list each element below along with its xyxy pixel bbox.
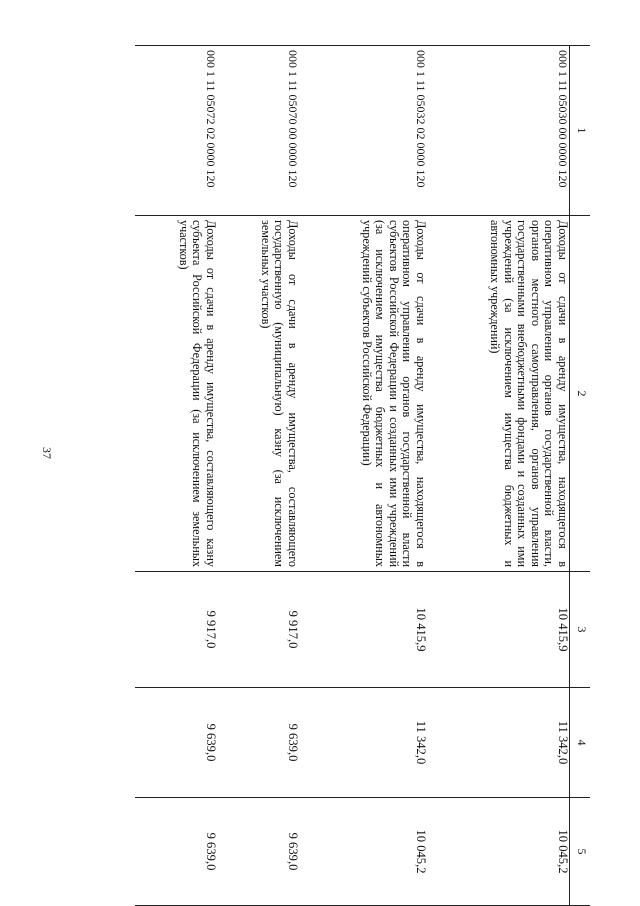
value-col-5: 10 045,2 bbox=[299, 798, 427, 906]
table-row bbox=[135, 46, 217, 906]
budget-revenue-table-frame bbox=[68, 45, 590, 905]
budget-revenue-table bbox=[135, 45, 590, 906]
table-row bbox=[299, 46, 427, 906]
revenue-description: Доходы от сдачи в аренду имущества, находящегося в оперативном управлении органов государственной власти, органов местного самоуправления, органов управления государственными внебюджетными фондами и созданных ими учреждений (за исключением имущества бюджетных и автономных учреждений) bbox=[427, 216, 570, 572]
revenue-code: 000 1 11 05072 02 0000 120 bbox=[135, 46, 217, 216]
value-col-3: 9 917,0 bbox=[135, 572, 217, 688]
revenue-code: 000 1 11 05030 00 0000 120 bbox=[427, 46, 570, 216]
value-col-3: 10 415,9 bbox=[427, 572, 570, 688]
table-row bbox=[217, 46, 299, 906]
value-col-5: 9 639,0 bbox=[135, 798, 217, 906]
value-col-5: 9 639,0 bbox=[217, 798, 299, 906]
value-col-4: 11 342,0 bbox=[299, 688, 427, 798]
revenue-code: 000 1 11 05032 02 0000 120 bbox=[299, 46, 427, 216]
header-col-1: 1 bbox=[570, 46, 591, 216]
header-col-3: 3 bbox=[570, 572, 591, 688]
value-col-3: 9 917,0 bbox=[217, 572, 299, 688]
header-col-2: 2 bbox=[570, 216, 591, 572]
revenue-description: Доходы от сдачи в аренду имущества, составляющего казну субъекта Российской Федерации (за исключением земельных участков) bbox=[135, 216, 217, 572]
revenue-code: 000 1 11 05070 00 0000 120 bbox=[217, 46, 299, 216]
table-row bbox=[427, 46, 570, 906]
header-col-4: 4 bbox=[570, 688, 591, 798]
value-col-3: 10 415,9 bbox=[299, 572, 427, 688]
header-col-5: 5 bbox=[570, 798, 591, 906]
value-col-4: 11 342,0 bbox=[427, 688, 570, 798]
value-col-4: 9 639,0 bbox=[217, 688, 299, 798]
revenue-description: Доходы от сдачи в аренду имущества, составляющего государственную (муниципальную) казну (за исключением земельных участков) bbox=[217, 216, 299, 572]
page-number: 37 bbox=[40, 447, 54, 459]
revenue-description: Доходы от сдачи в аренду имущества, находящегося в оперативном управлении органов государственной власти субъектов Российской Федерации и созданных ими учреждений (за исключением имущества бюджетных и автономных учреждений субъектов Российской Федерации) bbox=[299, 216, 427, 572]
value-col-5: 10 045,2 bbox=[427, 798, 570, 906]
table-header-row bbox=[570, 46, 591, 906]
value-col-4: 9 639,0 bbox=[135, 688, 217, 798]
